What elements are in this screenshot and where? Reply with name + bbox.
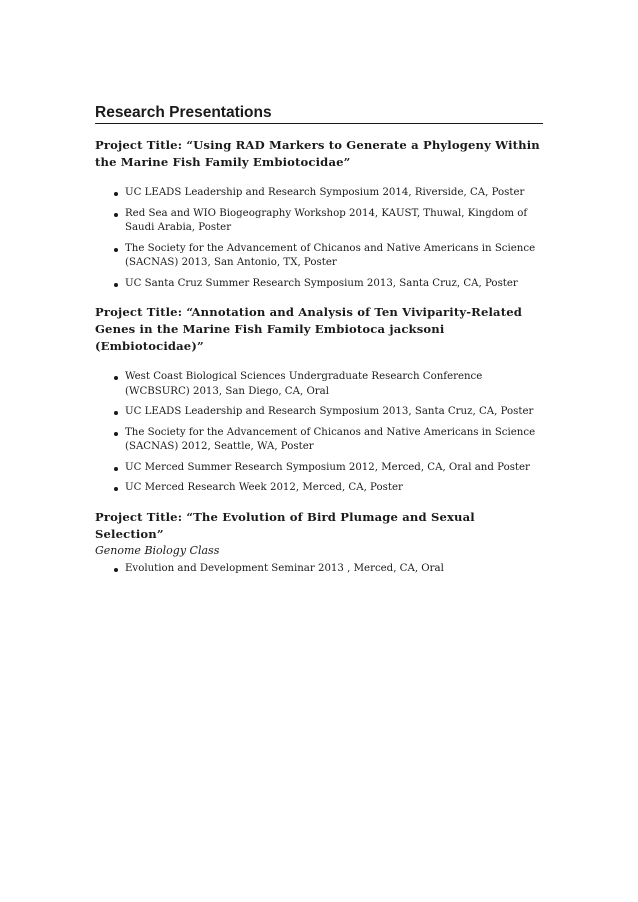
bullet-icon bbox=[114, 376, 118, 380]
project-title: Project Title: “Annotation and Analysis of Ten Viviparity-Related Genes in the Marine Fish Family Embiotoca jacksoni (Embiotocidae)” bbox=[95, 305, 522, 353]
presentation-list bbox=[95, 562, 543, 577]
project-title: Project Title: “Using RAD Markers to Generate a Phylogeny Within the Marine Fish Family Embiotocidae” bbox=[95, 138, 540, 169]
list-item: UC LEADS Leadership and Research Symposium 2014, Riverside, CA, Poster bbox=[95, 186, 543, 201]
bullet-icon bbox=[114, 487, 118, 491]
bullet-icon bbox=[114, 432, 118, 436]
presentation-list bbox=[95, 186, 543, 291]
bullet-icon bbox=[114, 248, 118, 252]
list-item: Evolution and Development Seminar 2013 , Merced, CA, Oral bbox=[95, 562, 543, 577]
bullet-icon bbox=[114, 213, 118, 217]
list-item: UC Santa Cruz Summer Research Symposium 2013, Santa Cruz, CA, Poster bbox=[95, 277, 543, 292]
project-1 bbox=[95, 137, 543, 291]
list-item: The Society for the Advancement of Chicanos and Native Americans in Science (SACNAS) 2013, San Antonio, TX, Poster bbox=[95, 242, 543, 271]
document-page bbox=[95, 104, 543, 582]
bullet-icon bbox=[114, 467, 118, 471]
bullet-icon bbox=[114, 283, 118, 287]
project-2 bbox=[95, 304, 543, 496]
presentation-list bbox=[95, 370, 543, 496]
list-item: Red Sea and WIO Biogeography Workshop 2014, KAUST, Thuwal, Kingdom of Saudi Arabia, Poster bbox=[95, 207, 543, 236]
list-item: UC LEADS Leadership and Research Symposium 2013, Santa Cruz, CA, Poster bbox=[95, 405, 543, 420]
section-title: Research Presentations bbox=[95, 104, 543, 124]
project-subtitle: Genome Biology Class bbox=[95, 543, 220, 557]
list-item: UC Merced Summer Research Symposium 2012, Merced, CA, Oral and Poster bbox=[95, 461, 543, 476]
list-item: West Coast Biological Sciences Undergraduate Research Conference (WCBSURC) 2013, San Diego, CA, Oral bbox=[95, 370, 543, 399]
list-item: The Society for the Advancement of Chicanos and Native Americans in Science (SACNAS) 2012, Seattle, WA, Poster bbox=[95, 426, 543, 455]
project-3 bbox=[95, 509, 543, 577]
bullet-icon bbox=[114, 192, 118, 196]
list-item: UC Merced Research Week 2012, Merced, CA, Poster bbox=[95, 481, 543, 496]
project-title: Project Title: “The Evolution of Bird Plumage and Sexual Selection” bbox=[95, 509, 475, 541]
bullet-icon bbox=[114, 568, 118, 572]
bullet-icon bbox=[114, 411, 118, 415]
